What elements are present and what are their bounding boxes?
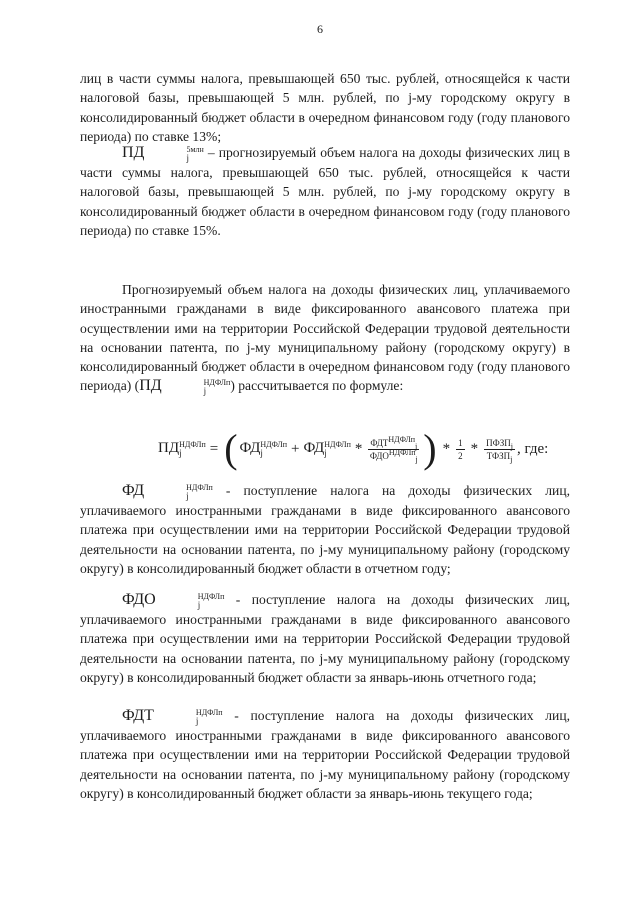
fraction-pfzp-tfzp: $\frac{ПФЗП_j}{ТФЗП_j}$ — [486, 437, 513, 464]
intro-paragraph: Прогнозируемый объем налога на доходы физических лиц, уплачиваемого иностранными гражданами в виде фиксированного авансового платежа при осуществлении ими на территории Российской Федерации трудовой деятельности на основании патента, по j-му муниципальному району (городскому округу) в консолидированный бюджет области в очередном финансовом году (году планового периода) (ПД НДФЛп j ) рассчитывается по формуле: — [80, 282, 570, 397]
right-paren: ) — [423, 426, 437, 471]
symbol: ПД — [122, 144, 145, 161]
paragraph-continuation: лиц в части суммы налога, превышающей 650 тыс. рублей, относящейся к части налоговой базы, превышающей 5 млн. рублей, по j-му городскому округу в консолидированный бюджет области в очередном финансовом году (году планового периода) по ставке 13%; — [80, 71, 570, 144]
definition-fdo: ФДО НДФЛп j - поступление налога на доходы физических лиц, уплачиваемого иностранными гражданами в виде фиксированного авансового платежа при осуществлении ими на территории Российской Федерации трудовой деятельности на основании патента, по j-му муниципальному району (городскому округу) в консолидированный бюджет области за январь-июнь отчетного года; — [80, 591, 570, 685]
formula-term-fd-2: ФД НДФЛп j — [303, 440, 351, 458]
left-paren: ( — [224, 426, 238, 471]
formula: ПД НДФЛп j = ( ФД НДФЛп j + ФД НДФЛп j * $\frac{ФДТ^{НДФЛп}_j}{ФДО^{НДФЛп}_j}$ ) * $\frac{1}{2}$ * $\frac{ПФЗП_j}{ТФЗП_j}$ , где: — [158, 426, 549, 471]
fraction-fdt-fdo: $\frac{ФДТ^{НДФЛп}_j}{ФДО^{НДФЛп}_j}$ — [369, 434, 418, 464]
page-number: 6 — [317, 22, 323, 36]
definition-pd-5mln: ПД 5млн j – прогнозируемый объем налога на доходы физических лиц в части суммы налога, превышающей 650 тыс. рублей, относящейся к части налоговой базы, превышающей 5 млн. рублей, по j-му городскому округу в консолидированный бюджет области в очередном финансовом году (году планового периода) по ставке 15%. — [80, 144, 570, 238]
formula-term-fd: ФД НДФЛп j — [239, 440, 287, 458]
symbol-indices: 5млн j — [186, 145, 204, 163]
formula-lhs: ПД НДФЛп j — [158, 440, 206, 458]
fraction-half: $\frac{1}{2}$ — [458, 437, 463, 461]
definition-fdt: ФДТ НДФЛп j - поступление налога на доходы физических лиц, уплачиваемого иностранными гражданами в виде фиксированного авансового платежа при осуществлении ими на территории Российской Федерации трудовой деятельности на основании патента, по j-му муниципальному району (городскому округу) в консолидированный бюджет области за январь-июнь текущего года; — [80, 707, 570, 801]
definition-fd: ФД НДФЛп j - поступление налога на доходы физических лиц, уплачиваемого иностранными гражданами в виде фиксированного авансового платежа при осуществлении ими на территории Российской Федерации трудовой деятельности на основании патента, по j-му муниципальному району (городскому округу) в консолидированный бюджет области в отчетном году; — [80, 482, 570, 576]
